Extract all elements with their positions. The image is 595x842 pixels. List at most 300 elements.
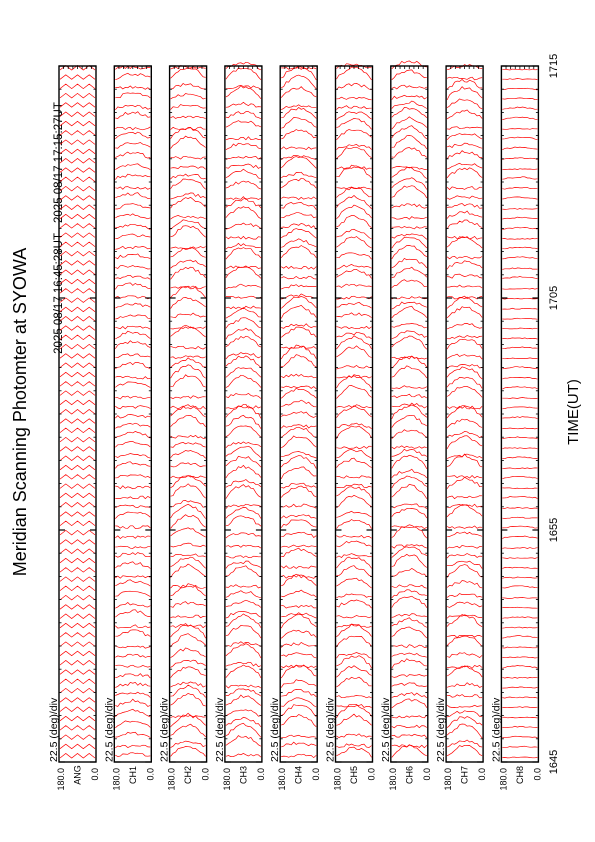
trace-line — [392, 178, 427, 190]
trace-line — [502, 717, 537, 718]
trace-line — [226, 156, 261, 159]
trace-line — [226, 336, 261, 347]
trace-line — [226, 446, 261, 458]
trace-line — [502, 398, 537, 399]
trace-line — [337, 734, 372, 738]
panels-group — [48, 61, 542, 791]
trace-line — [115, 665, 150, 667]
trace-line — [171, 247, 206, 249]
trace-line — [337, 487, 372, 498]
trace-line — [502, 79, 537, 80]
trace-line — [392, 280, 427, 288]
trace-line — [226, 585, 261, 588]
trace-line — [115, 431, 150, 438]
y-tick-min: 0.0 — [145, 768, 156, 781]
trace-line — [447, 364, 482, 368]
trace-line — [502, 468, 537, 469]
trace-line — [115, 423, 150, 428]
trace-line — [171, 313, 206, 317]
trace-line — [337, 535, 372, 538]
trace-line — [337, 520, 372, 529]
trace-line — [281, 346, 316, 348]
trace-line — [447, 354, 482, 359]
channel-label: CH7 — [459, 765, 470, 785]
scale-label: 22.5 (deg)/div — [158, 697, 171, 762]
trace-line — [502, 257, 537, 259]
trace-line — [392, 675, 427, 678]
trace-line — [447, 594, 482, 598]
y-tick-max: 180.0 — [498, 768, 509, 791]
trace-line — [392, 117, 427, 129]
trace-line — [60, 363, 95, 368]
trace-line — [60, 298, 95, 303]
trace-line — [337, 405, 372, 408]
trace-line — [226, 545, 261, 548]
trace-line — [502, 607, 537, 608]
trace-line — [171, 396, 206, 399]
trace-line — [60, 623, 95, 628]
trace-line — [281, 266, 316, 269]
trace-line — [502, 707, 537, 708]
trace-line — [226, 266, 261, 269]
panel-ch8 — [490, 66, 542, 791]
y-tick-min: 0.0 — [366, 768, 377, 781]
trace-line — [226, 68, 261, 80]
trace-line — [115, 610, 150, 617]
trace-line — [502, 517, 537, 518]
trace-line — [171, 660, 206, 667]
y-tick-min: 0.0 — [477, 768, 488, 781]
trace-line — [115, 362, 150, 369]
trace-line — [60, 168, 95, 173]
trace-line — [281, 147, 316, 150]
trace-line — [171, 724, 206, 737]
trace-line — [502, 88, 537, 90]
trace-line — [502, 536, 537, 539]
trace-line — [115, 576, 150, 579]
trace-line — [447, 339, 482, 349]
trace-line — [115, 496, 150, 499]
trace-line — [115, 234, 150, 239]
trace-line — [281, 108, 316, 119]
trace-line — [281, 229, 316, 239]
trace-line — [226, 736, 261, 747]
trace-line — [392, 331, 427, 339]
trace-line — [226, 612, 261, 619]
trace-line — [337, 187, 372, 189]
trace-line — [447, 196, 482, 200]
minor-ticks — [446, 66, 483, 762]
trace-line — [502, 387, 537, 390]
trace-line — [447, 504, 482, 508]
trace-line — [392, 167, 427, 178]
trace-line — [392, 683, 427, 687]
trace-line — [226, 561, 261, 568]
trace-line — [171, 557, 206, 568]
trace-line — [502, 597, 537, 598]
trace-line — [226, 695, 261, 706]
trace-line — [115, 699, 150, 706]
trace-line — [502, 209, 537, 210]
trace-line — [60, 521, 95, 526]
trace-line — [447, 454, 482, 467]
trace-line — [392, 297, 427, 300]
trace-line — [392, 204, 427, 209]
trace-line — [281, 197, 316, 200]
trace-line — [226, 143, 261, 149]
trace-line — [60, 633, 95, 638]
y-tick-max: 180.0 — [277, 768, 288, 791]
trace-line — [171, 634, 206, 647]
trace-line — [281, 504, 316, 508]
trace-line — [447, 705, 482, 708]
trace-line — [171, 602, 206, 608]
trace-line — [392, 430, 427, 439]
trace-line — [392, 504, 427, 509]
trace-line — [115, 709, 150, 717]
trace-line — [447, 168, 482, 178]
y-tick-min: 0.0 — [311, 768, 322, 781]
trace-line — [60, 103, 95, 108]
trace-line — [115, 112, 150, 119]
trace-line — [392, 554, 427, 567]
trace-line — [281, 400, 316, 407]
trace-line — [502, 268, 537, 270]
trace-line — [115, 526, 150, 529]
trace-line — [171, 179, 206, 189]
trace-line — [60, 186, 95, 191]
trace-line — [115, 486, 150, 489]
trace-line — [60, 382, 95, 387]
trace-line — [60, 372, 95, 377]
trace-line — [502, 197, 537, 199]
y-tick-max: 180.0 — [111, 768, 122, 791]
trace-line — [502, 378, 537, 380]
y-tick-max: 180.0 — [443, 768, 454, 791]
x-tick-label: 1655 — [548, 517, 560, 543]
trace-line — [60, 93, 95, 98]
y-tick-min: 0.0 — [532, 768, 543, 781]
trace-line — [60, 317, 95, 322]
trace-line — [281, 412, 316, 418]
trace-line — [171, 94, 206, 100]
trace-line — [337, 458, 372, 468]
trace-line — [115, 152, 150, 158]
trace-line — [171, 415, 206, 427]
trace-line — [502, 666, 537, 669]
trace-line — [171, 713, 206, 727]
trace-line — [281, 276, 316, 279]
trace-line — [392, 745, 427, 757]
trace-line — [447, 554, 482, 559]
trace-line — [226, 485, 261, 499]
trace-line — [281, 178, 316, 188]
trace-line — [115, 654, 150, 657]
trace-line — [115, 682, 150, 687]
trace-line — [115, 214, 150, 219]
trace-line — [115, 331, 150, 339]
trace-line — [337, 541, 372, 547]
trace-line — [60, 614, 95, 619]
trace-line — [337, 449, 372, 458]
trace-line — [281, 294, 316, 299]
trace-line — [171, 564, 206, 578]
trace-line — [502, 358, 537, 359]
trace-line — [337, 264, 372, 269]
trace-line — [281, 642, 316, 647]
trace-line — [502, 657, 537, 658]
trace-line — [447, 127, 482, 130]
trace-line — [337, 714, 372, 725]
trace-line — [60, 549, 95, 554]
trace-line — [60, 121, 95, 126]
trace-line — [447, 545, 482, 548]
trace-line — [392, 484, 427, 498]
trace-line — [392, 95, 427, 99]
trace-line — [502, 677, 537, 678]
trace-line — [60, 679, 95, 684]
trace-line — [60, 754, 95, 759]
trace-line — [226, 689, 261, 696]
trace-line — [226, 723, 261, 737]
trace-line — [171, 543, 206, 547]
trace-line — [392, 509, 427, 519]
trace-line — [502, 457, 537, 459]
trace-line — [392, 585, 427, 589]
trace-line — [502, 137, 537, 140]
channel-label: ANG — [72, 765, 83, 785]
trace-line — [392, 217, 427, 220]
trace-line — [226, 137, 261, 140]
channel-label: CH6 — [404, 765, 415, 785]
trace-line — [171, 156, 206, 159]
trace-line — [115, 143, 150, 149]
trace-line — [392, 336, 427, 349]
trace-line — [392, 645, 427, 648]
trace-line — [281, 305, 316, 318]
trace-line — [281, 532, 316, 537]
y-tick-max: 180.0 — [56, 768, 66, 791]
trace-line — [502, 617, 537, 619]
scale-label: 22.5 (deg)/div — [435, 697, 448, 762]
trace-line — [60, 447, 95, 452]
trace-line — [392, 85, 427, 89]
trace-line — [115, 562, 150, 569]
trace-line — [281, 355, 316, 367]
trace-line — [502, 687, 537, 688]
trace-line — [502, 107, 537, 109]
panel-frame — [170, 66, 207, 762]
trace-line — [392, 653, 427, 657]
trace-line — [171, 286, 206, 289]
trace-line — [447, 323, 482, 329]
trace-line — [226, 665, 261, 678]
trace-line — [502, 308, 537, 309]
chart-title: Meridian Scanning Photomter at SYOWA — [10, 247, 30, 577]
trace-line — [281, 590, 316, 597]
trace-line — [226, 533, 261, 538]
trace-line — [226, 717, 261, 727]
trace-line — [502, 757, 537, 758]
trace-line — [171, 648, 206, 658]
trace-line — [392, 618, 427, 628]
trace-line — [226, 393, 261, 398]
trace-line — [502, 187, 537, 189]
trace-line — [502, 147, 537, 150]
trace-line — [226, 753, 261, 757]
trace-line — [60, 205, 95, 210]
trace-line — [337, 147, 372, 159]
trace-line — [60, 456, 95, 461]
trace-line — [337, 495, 372, 507]
trace-line — [115, 105, 150, 110]
trace-line — [171, 463, 206, 467]
trace-line — [392, 302, 427, 309]
traces-ch7 — [447, 65, 482, 756]
trace-line — [115, 275, 150, 279]
trace-line — [60, 688, 95, 693]
panel-ch6 — [380, 61, 432, 791]
trace-line — [171, 267, 206, 279]
trace-line — [226, 465, 261, 478]
trace-line — [392, 126, 427, 139]
trace-line — [115, 692, 150, 697]
panel-frame — [225, 66, 262, 762]
trace-line — [281, 665, 316, 668]
y-tick-max: 180.0 — [332, 768, 343, 791]
trace-line — [226, 223, 261, 229]
trace-line — [60, 661, 95, 666]
trace-line — [447, 143, 482, 148]
trace-line — [171, 528, 206, 537]
trace-line — [392, 234, 427, 239]
trace-line — [226, 480, 261, 488]
trace-line — [60, 131, 95, 136]
trace-line — [392, 245, 427, 259]
scale-label: 22.5 (deg)/div — [48, 697, 60, 762]
trace-line — [281, 223, 316, 229]
trace-line — [171, 501, 206, 508]
trace-line — [337, 269, 372, 278]
channel-label: CH5 — [349, 765, 359, 785]
trace-line — [502, 428, 537, 429]
trace-line — [447, 336, 482, 339]
trace-line — [60, 177, 95, 182]
trace-line — [447, 635, 482, 637]
trace-line — [115, 354, 150, 358]
trace-line — [447, 151, 482, 159]
trace-line — [392, 394, 427, 398]
trace-line — [171, 667, 206, 678]
panel-ch7 — [435, 65, 487, 791]
trace-line — [115, 204, 150, 209]
trace-line — [60, 335, 95, 340]
traces-ch4 — [281, 66, 316, 758]
trace-line — [171, 451, 206, 459]
trace-line — [392, 70, 427, 80]
trace-line — [281, 735, 316, 738]
trace-line — [60, 558, 95, 563]
trace-line — [171, 297, 206, 308]
x-axis-label: TIME(UT) — [565, 379, 582, 445]
trace-line — [502, 476, 537, 478]
trace-line — [60, 577, 95, 582]
trace-line — [447, 602, 482, 607]
trace-line — [337, 346, 372, 358]
trace-line — [281, 213, 316, 218]
trace-line — [115, 224, 150, 229]
trace-line — [115, 753, 150, 757]
trace-line — [447, 261, 482, 269]
trace-line — [447, 367, 482, 379]
trace-line — [171, 365, 206, 378]
trace-line — [502, 448, 537, 449]
trace-line — [502, 277, 537, 279]
trace-line — [392, 324, 427, 328]
trace-line — [502, 129, 537, 130]
trace-line — [447, 220, 482, 229]
trace-line — [502, 577, 537, 578]
trace-line — [171, 747, 206, 757]
trace-line — [115, 603, 150, 609]
trace-line — [337, 130, 372, 140]
trace-line — [226, 710, 261, 716]
trace-line — [502, 417, 537, 419]
trace-line — [226, 566, 261, 577]
x-tick-label: 1705 — [548, 285, 560, 311]
trace-line — [392, 590, 427, 598]
trace-line — [115, 414, 150, 418]
trace-line — [392, 306, 427, 318]
trace-line — [392, 526, 427, 529]
trace-line — [60, 493, 95, 498]
trace-line — [60, 196, 95, 201]
trace-line — [60, 214, 95, 219]
trace-line — [60, 437, 95, 442]
trace-line — [226, 356, 261, 368]
trace-line — [281, 548, 316, 556]
trace-line — [447, 581, 482, 588]
trace-line — [226, 207, 261, 219]
trace-line — [502, 239, 537, 240]
trace-line — [502, 338, 537, 339]
trace-line — [115, 442, 150, 448]
trace-line — [60, 289, 95, 294]
trace-line — [226, 112, 261, 119]
trace-line — [447, 285, 482, 288]
trace-line — [337, 566, 372, 577]
trace-line — [502, 647, 537, 648]
trace-line — [337, 705, 372, 708]
trace-line — [115, 254, 150, 259]
time-range: 2025 08/17 16:45:28UT - 2025 08/17 17:15:27UT — [53, 102, 65, 354]
trace-line — [447, 187, 482, 190]
trace-line — [115, 127, 150, 130]
trace-line — [281, 246, 316, 258]
trace-line — [502, 627, 537, 628]
channel-label: CH2 — [183, 765, 194, 785]
trace-line — [337, 484, 372, 488]
trace-line — [171, 358, 206, 368]
trace-line — [171, 197, 206, 208]
trace-line — [337, 446, 372, 449]
trace-line — [281, 483, 316, 488]
trace-line — [502, 328, 537, 329]
trace-line — [115, 536, 150, 539]
trace-line — [392, 745, 427, 748]
trace-line — [281, 605, 316, 608]
trace-line — [337, 313, 372, 318]
